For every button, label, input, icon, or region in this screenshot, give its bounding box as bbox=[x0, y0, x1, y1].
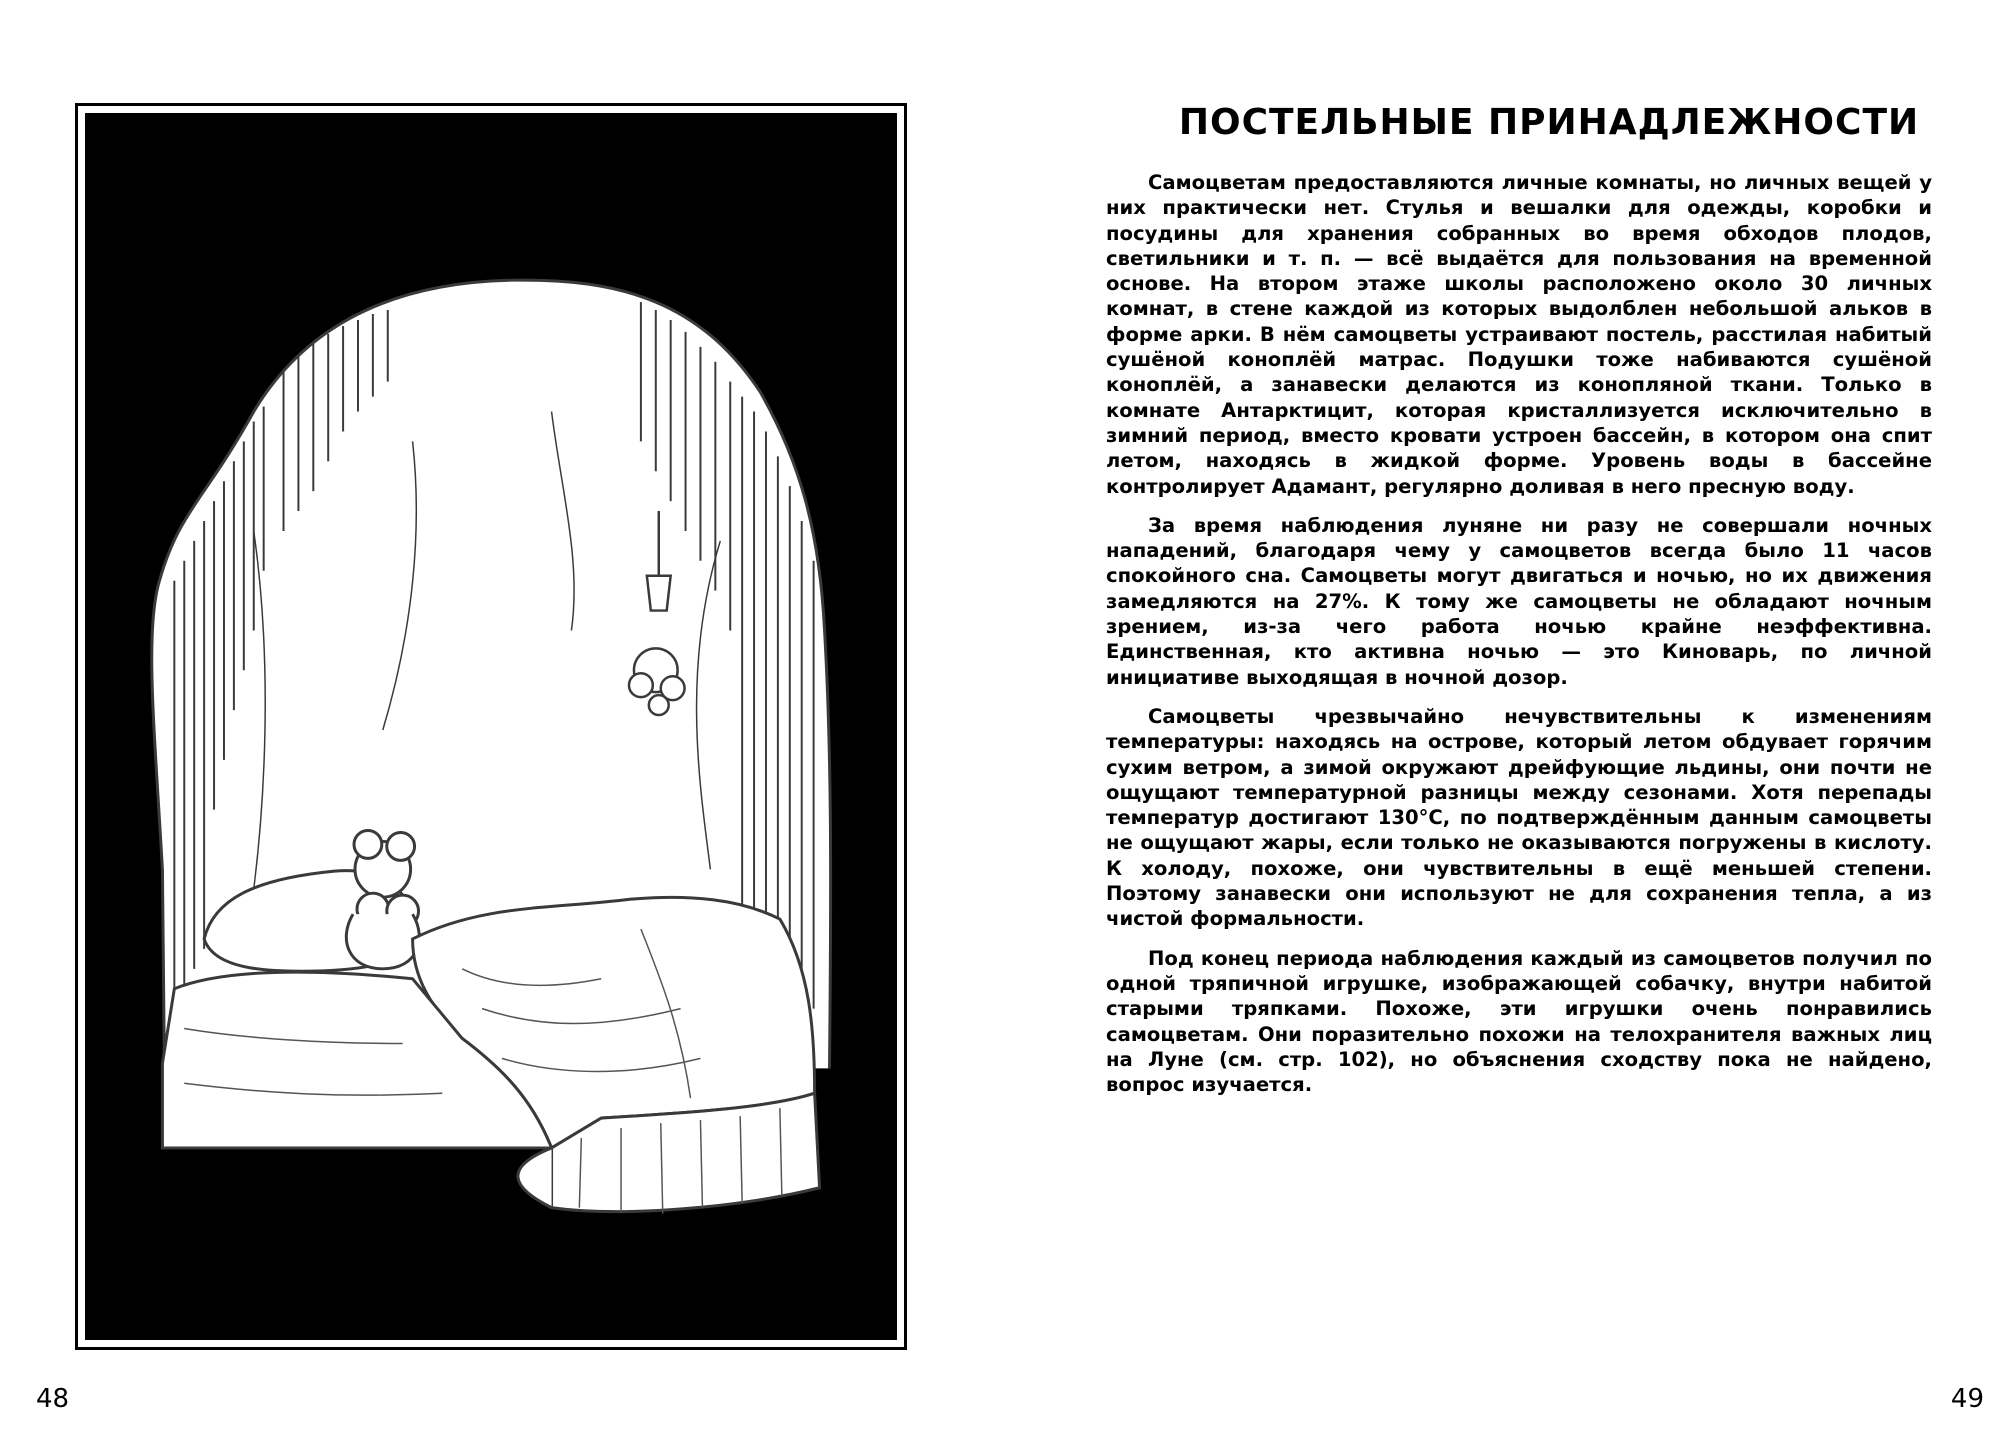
page-title: ПОСТЕЛЬНЫЕ ПРИНАДЛЕЖНОСТИ bbox=[1178, 102, 1920, 143]
paragraph: За время наблюдения луняне ни разу не совершали ночных нападений, благодаря чему у самоцветов всегда было 11 часов спокойного сна. Самоцветы могут двигаться и ночью, но их движения замедляются на 27%. К тому же самоцветы не обладают ночным зрением, из-за чего работа ночью крайне неэффективна. Единственная, кто активна ночью — это Киноварь, по личной инициативе выходящая в ночной дозор. bbox=[1106, 513, 1932, 689]
paragraph: Самоцветам предоставляются личные комнаты, но личных вещей у них практически нет. Стулья и вешалки для одежды, коробки и посудины для хранения собранных во время обходов плодов, светильники и т. п. — всё выдаётся для пользования на временной основе. На втором этаже школы расположено около 30 личных комнат, в стене каждой из которых выдолблен небольшой альков в форме арки. В нём самоцветы устраивают постель, расстилая набитый сушёной коноплёй матрас. Подушки тоже набиваются сушёной коноплёй, а занавески делаются из конопляной ткани. Только в комнате Антарктицит, которая кристаллизуется исключительно в зимний период, вместо кровати устроен бассейн, в котором она спит летом, находясь в жидкой форме. Уровень воды в бассейне контролирует Адамант, регулярно доливая в него пресную воду. bbox=[1106, 171, 1932, 498]
illustration bbox=[85, 113, 897, 1340]
text-column bbox=[1106, 102, 1932, 1111]
paragraph: Под конец периода наблюдения каждый из самоцветов получил по одной тряпичной игрушке, изображающей собачку, внутри набитой старыми тряпками. Похоже, эти игрушки очень понравились самоцветам. Они поразительно похожи на телохранителя важных лиц на Луне (см. стр. 102), но объяснения сходству пока не найдено, вопрос изучается. bbox=[1106, 946, 1932, 1097]
body-text bbox=[1106, 170, 1932, 1097]
bed-alcove-drawing bbox=[85, 113, 897, 1340]
page-number-left: 48 bbox=[36, 1384, 70, 1414]
illustration-frame bbox=[75, 103, 907, 1350]
page-number-right: 49 bbox=[1950, 1384, 1984, 1414]
paragraph: Самоцветы чрезвычайно нечувствительны к изменениям температуры: находясь на острове, который летом обдувает горячим сухим ветром, а зимой окружают дрейфующие льдины, они почти не ощущают температурной разницы между сезонами. Хотя перепады температур достигают 130°C, по подтверждённым данным самоцветы не ощущают жары, если только не оказываются погружены в кислоту. К холоду, похоже, они чувствительны в ещё меньшей степени. Поэтому занавески они используют не для сохранения тепла, а из чистой формальности. bbox=[1106, 704, 1932, 931]
